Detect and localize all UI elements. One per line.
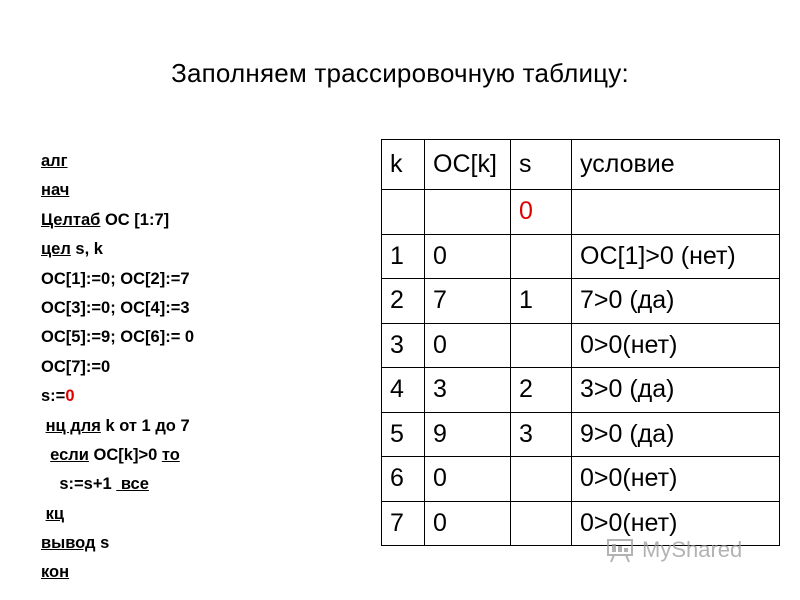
code-line-13	[41, 500, 194, 529]
code-text: s:=s+1	[59, 475, 117, 494]
projector-screen-icon	[606, 537, 636, 563]
table-cell	[425, 190, 511, 235]
code-line-9	[41, 382, 194, 411]
code-line-11	[41, 441, 194, 470]
cell-condition: 3>0 (да)	[572, 368, 780, 413]
keyword-if: если	[50, 445, 89, 464]
cell-oc: 7	[425, 279, 511, 324]
cell-s	[511, 234, 572, 279]
watermark	[606, 537, 742, 563]
code-line-12	[41, 470, 194, 499]
cell-oc: 9	[425, 412, 511, 457]
cell-condition: 0>0(нет)	[572, 501, 780, 546]
table-row	[382, 368, 780, 413]
header-s: s	[511, 140, 572, 190]
code-text: ОС[k]>0	[88, 445, 162, 464]
keyword-end-loop: кц	[45, 504, 64, 523]
cell-condition: 9>0 (да)	[572, 412, 780, 457]
cell-oc: 0	[425, 457, 511, 502]
table-row	[382, 279, 780, 324]
keyword-begin: нач	[41, 181, 70, 200]
cell-k: 1	[382, 234, 425, 279]
code-line-4	[41, 235, 194, 264]
init-s-cell: 0	[511, 190, 572, 235]
cell-k: 7	[382, 501, 425, 546]
code-line-3	[41, 206, 194, 235]
code-text: s:=	[41, 387, 66, 406]
cell-condition: 7>0 (да)	[572, 279, 780, 324]
cell-k: 3	[382, 323, 425, 368]
trace-table	[381, 139, 780, 546]
cell-s	[511, 501, 572, 546]
code-text: s, k	[70, 240, 103, 259]
keyword-int: цел	[41, 240, 71, 259]
code-line-15	[41, 558, 194, 587]
table-cell	[382, 190, 425, 235]
keyword-output: вывод	[41, 534, 96, 553]
cell-oc: 0	[425, 323, 511, 368]
table-row	[382, 234, 780, 279]
cell-oc: 0	[425, 501, 511, 546]
code-line-10	[41, 412, 194, 441]
table-row-init	[382, 190, 780, 235]
keyword-int-table: Целтаб	[41, 210, 101, 229]
table-row	[382, 323, 780, 368]
cell-k: 4	[382, 368, 425, 413]
cell-k: 5	[382, 412, 425, 457]
cell-k: 6	[382, 457, 425, 502]
code-line-6: ОС[3]:=0; ОС[4]:=3	[41, 298, 190, 317]
header-oc: OC[k]	[425, 140, 511, 190]
code-line-7: ОС[5]:=9; ОС[6]:= 0	[41, 328, 195, 347]
cell-s	[511, 323, 572, 368]
cell-s: 3	[511, 412, 572, 457]
code-line-5: ОС[1]:=0; ОС[2]:=7	[41, 269, 190, 288]
keyword-end: кон	[41, 563, 70, 582]
table-header-row	[382, 140, 780, 190]
cell-oc: 3	[425, 368, 511, 413]
code-text: ОС [1:7]	[100, 210, 170, 229]
cell-condition: OC[1]>0 (нет)	[572, 234, 780, 279]
cell-oc: 0	[425, 234, 511, 279]
code-line-8: ОС[7]:=0	[41, 357, 111, 376]
header-condition: условие	[572, 140, 780, 190]
code-line-1	[41, 147, 194, 176]
keyword-alg: алг	[41, 152, 68, 170]
keyword-then: то	[161, 445, 180, 464]
cell-condition: 0>0(нет)	[572, 323, 780, 368]
algorithm-code	[41, 147, 194, 588]
code-text: k от 1 до 7	[100, 416, 190, 435]
code-text: s	[95, 534, 110, 553]
cell-k: 2	[382, 279, 425, 324]
page-title: Заполняем трассировочную таблицу:	[171, 58, 629, 88]
code-line-14	[41, 529, 194, 558]
table-row	[382, 412, 780, 457]
keyword-end-if: все	[116, 475, 149, 494]
code-line-2	[41, 176, 194, 205]
table-cell	[572, 190, 780, 235]
cell-condition: 0>0(нет)	[572, 457, 780, 502]
keyword-loop: нц для	[45, 416, 101, 435]
cell-s	[511, 457, 572, 502]
header-k: k	[382, 140, 425, 190]
table-row	[382, 457, 780, 502]
init-value: 0	[65, 387, 75, 406]
cell-s: 2	[511, 368, 572, 413]
watermark-text: MyShared	[642, 537, 743, 562]
cell-s: 1	[511, 279, 572, 324]
